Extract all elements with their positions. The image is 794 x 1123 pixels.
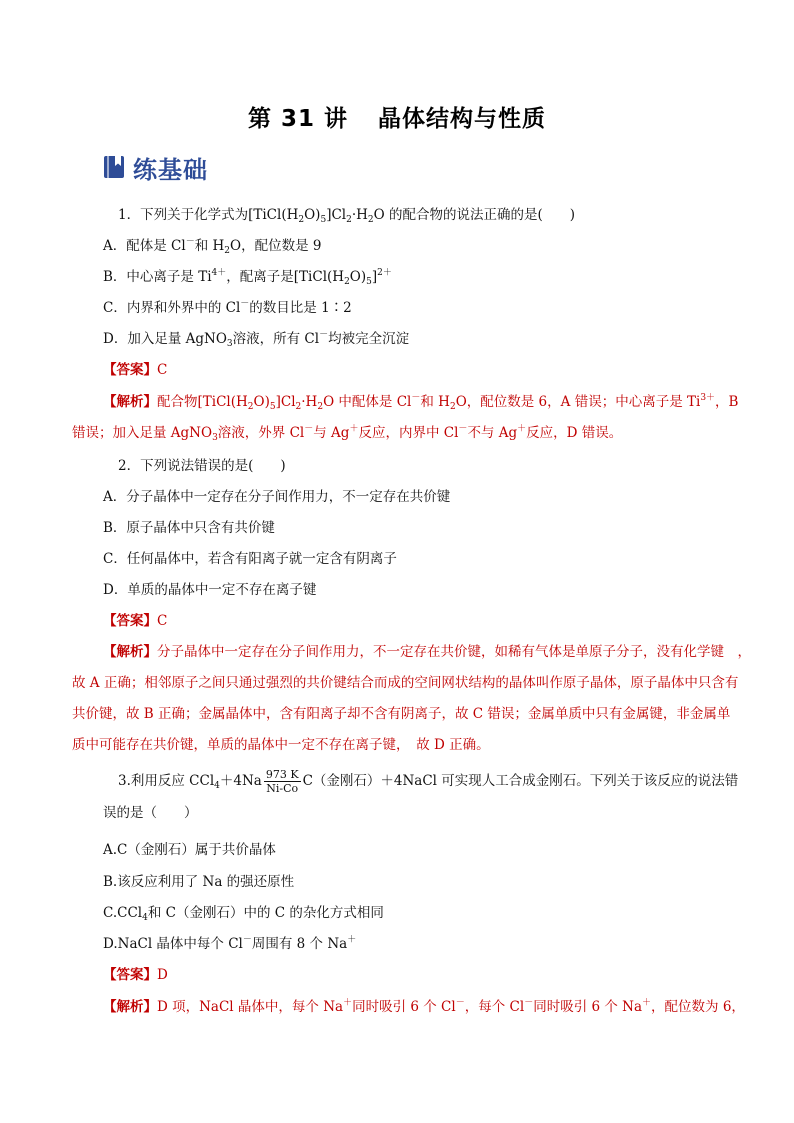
q1-answer (103, 361, 167, 379)
q1-stem: 1．下列关于化学式为$[TiCl(H_2O)_5]Cl_2\cdot H_2O$ 的配合物的说法正确的是( ) (118, 207, 576, 225)
answer-value: C (157, 362, 168, 378)
answer-label: 【答案】 (103, 362, 157, 378)
lecture-topic: 晶体结构与性质 (378, 106, 547, 132)
answer-label: 【答案】 (103, 613, 157, 629)
analysis-label: 【解析】 (103, 394, 157, 410)
q3-analysis-line-1: 【解析】D 项，NaCl 晶体中，每个 Na＋同时吸引 6 个 Cl－，每个 Cl－同时吸引 6 个 Na＋，配位数为 6， (103, 998, 745, 1015)
q3-stem-line-2: 误的是（ ） (103, 805, 198, 821)
answer-value: C (157, 613, 168, 629)
q3-option-d: D.NaCl 晶体中每个 Cl－周围有 8 个 Na＋ (103, 935, 357, 952)
section-label: 练基础 (133, 155, 208, 184)
q2-analysis-line-4: 质中可能存在共价键，单质的晶体中一定不存在离子键， 故 D 正确。 (72, 737, 490, 753)
section-header (103, 152, 208, 182)
analysis-label: 【解析】 (103, 644, 157, 660)
q2-analysis-line-3: 共价键，故 B 正确；金属晶体中，含有阳离子却不含有阴离子，故 C 错误；金属单质中只有金属键，非金属单 (72, 706, 731, 722)
q1-option-a: A．配体是 Cl－和 $H_2O$，配位数是 9 (103, 237, 322, 256)
answer-value: D (157, 967, 168, 983)
q2-stem: 2．下列说法错误的是( ) (118, 458, 286, 474)
q2-answer (103, 612, 167, 630)
q3-option-b: B.该反应利用了 Na 的强还原性 (103, 874, 295, 890)
q2-option-c: C．任何晶体中，若含有阳离子就一定含有阴离子 (103, 551, 397, 567)
q3-stem-line-1: 3.利用反应 CCl$_4$＋4Na $\frac{973 K}{Ni-Co}$ C（金刚石）＋4NaCl 可实现人工合成金刚石。下列关于该反应的说法错 (118, 768, 739, 795)
answer-label: 【答案】 (103, 967, 157, 983)
q1-option-d: D．加入足量 AgNO$_3$溶液，所有 Cl－均被完全沉淀 (103, 330, 410, 349)
q1-option-b: B．中心离子是 $Ti^{4+}$，配离子是$[TiCl(H_2O)_5]^{2+}$ (103, 268, 392, 287)
reaction-condition: $\frac{973 K}{Ni-Co}$ (265, 768, 299, 795)
q3-answer (103, 966, 168, 984)
q2-analysis-line-2: 故 A 正确；相邻原子之间只通过强烈的共价键结合而成的空间网状结构的晶体叫作原子晶体，原子晶体中只含有 (72, 675, 739, 691)
analysis-label: 【解析】 (103, 999, 157, 1015)
book-icon (103, 155, 125, 179)
lecture-number: 第 31 讲 (247, 106, 349, 132)
q2-analysis-line-1: 【解析】分子晶体中一定存在分子间作用力，不一定存在共价键，如稀有气体是单原子分子，没有化学键 ， (103, 644, 751, 660)
q3-option-c: C.CCl$_4$和 C（金刚石）中的 C 的杂化方式相同 (103, 905, 384, 923)
q2-option-b: B．原子晶体中只含有共价键 (103, 520, 275, 536)
q1-option-c: C．内界和外界中的 Cl－的数目比是 1∶2 (103, 299, 352, 316)
page-title (0, 100, 794, 133)
q3-option-a: A.C（金刚石）属于共价晶体 (103, 842, 276, 858)
q2-option-d: D．单质的晶体中一定不存在离子键 (103, 582, 317, 598)
q1-analysis-line-2: 错误；加入足量 AgNO$_3$溶液，外界 Cl－与 Ag＋反应，内界中 Cl－不与 Ag＋反应，D 错误。 (72, 424, 623, 443)
q1-analysis-line-1: 【解析】配合物$[TiCl(H_2O)_5]Cl_2\cdot H_2O$ 中配体是 Cl－和 $H_2O$，配位数是 6，A 错误；中心离子是 $Ti^{3+}$，B (103, 393, 739, 412)
q2-option-a: A．分子晶体中一定存在分子间作用力，不一定存在共价键 (103, 489, 451, 505)
